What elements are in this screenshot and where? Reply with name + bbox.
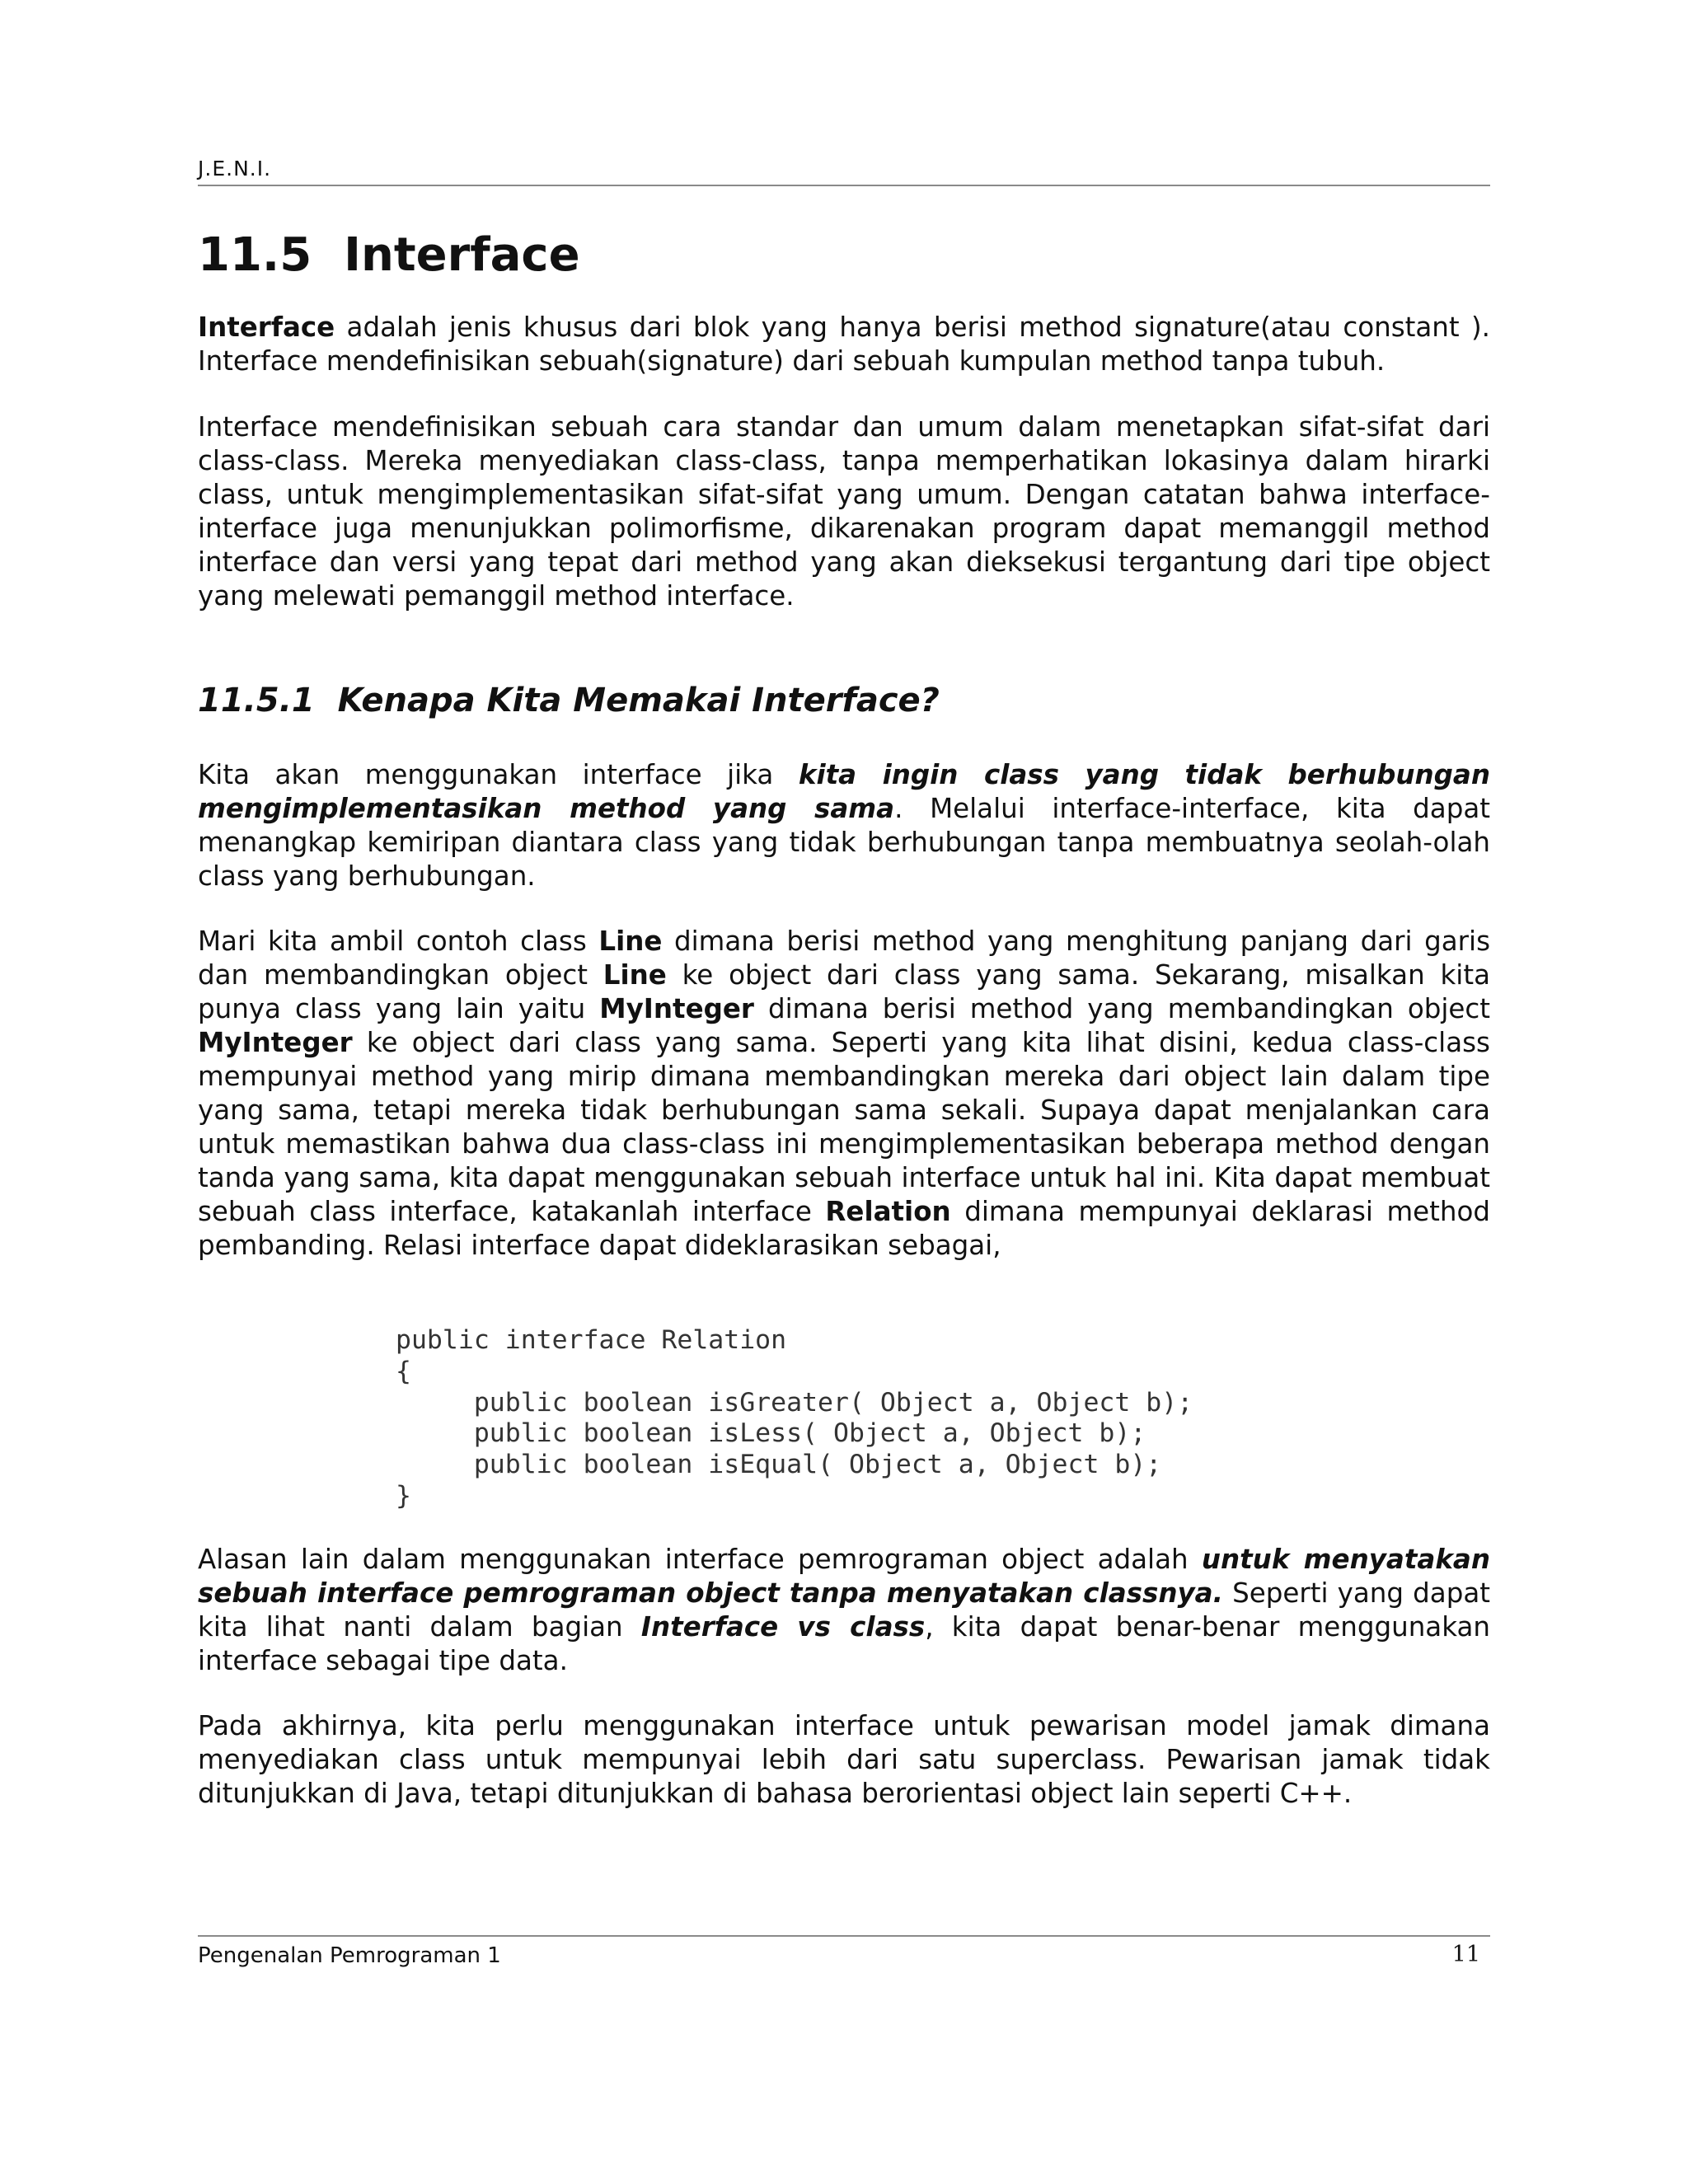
code-line: public boolean isEqual( Object a, Object b); [396, 1450, 1162, 1480]
reason-paragraph [198, 1543, 1490, 1678]
why-text-2: . Melalui interface-interface, kita dapat menangkap kemiripan diantara class yang tidak berhubungan tanpa membuatnya seolah-olah class yang berhubungan. [198, 793, 1490, 892]
intro-text: adalah jenis khusus dari blok yang hanya berisi method signature(atau constant ). Interface mendefinisikan sebuah(signature) dari sebuah kumpulan method tanpa tubuh. [198, 312, 1490, 377]
document-page [198, 0, 1490, 2184]
example-text-5: ke object dari class yang sama. Seperti yang kita lihat disini, kedua class-class mempunyai method yang mirip dimana membandingkan mereka dari object lain dalam tipe yang sama, tetapi mereka tidak berhubungan sama sekali. Supaya dapat menjalankan cara untuk memastikan bahwa dua class-class ini mengimplementasikan beberapa method dengan tanda yang sama, kita dapat menggunakan sebuah interface untuk hal ini. Kita dapat membuat sebuah class interface, katakanlah interface [198, 1027, 1490, 1227]
intro-paragraph [198, 311, 1490, 378]
class-name-line-2: Line [603, 959, 667, 991]
example-text-2: dimana berisi method yang menghitung panjang dari garis dan membandingkan object [198, 926, 1491, 991]
page-number: 11 [1451, 1942, 1480, 1967]
subsection-title: 11.5.1 Kenapa Kita Memakai Interface? [198, 682, 940, 719]
interface-name-relation: Relation [825, 1196, 951, 1227]
code-line: { [396, 1356, 411, 1386]
code-line: public boolean isGreater( Object a, Object b); [396, 1387, 1193, 1418]
reason-text-2: Seperti yang dapat kita lihat nanti dalam bagian [198, 1577, 1490, 1643]
example-text-4: dimana berisi method yang membandingkan object [753, 993, 1491, 1024]
class-name-line-1: Line [598, 926, 663, 957]
running-header: J.E.N.I. [198, 157, 272, 180]
reason-text-1: Alasan lain dalam menggunakan interface pemrograman object adalah [198, 1544, 1202, 1575]
why-paragraph [198, 758, 1490, 893]
class-name-myinteger-1: MyInteger [599, 993, 754, 1024]
code-block [396, 1325, 1193, 1512]
section-title: 11.5 Interface [198, 228, 580, 282]
footer-rule [198, 1935, 1490, 1937]
header-rule [198, 185, 1490, 186]
inheritance-paragraph: Pada akhirnya, kita perlu menggunakan interface untuk pewarisan model jamak dimana menyediakan class untuk mempunyai lebih dari satu superclass. Pewarisan jamak tidak ditunjukkan di Java, tetapi ditunjukkan di bahasa berorientasi object lain seperti C++. [198, 1710, 1490, 1809]
example-paragraph [198, 925, 1490, 1263]
example-text-6: dimana mempunyai deklarasi method pembanding. Relasi interface dapat dideklarasikan sebagai, [198, 1196, 1490, 1261]
example-text-3: ke object dari class yang sama. Sekarang, misalkan kita punya class yang lain yaitu [198, 959, 1490, 1024]
reason-emphasis-2: Interface vs class [640, 1611, 926, 1643]
why-emphasis: kita ingin class yang tidak berhubungan mengimplementasikan method yang sama [198, 759, 1490, 824]
reason-text-3: , kita dapat benar-benar menggunakan interface sebagai tipe data. [198, 1611, 1490, 1676]
example-text-1: Mari kita ambil contoh class [198, 926, 599, 957]
code-line: } [396, 1480, 411, 1511]
code-line: public interface Relation [396, 1325, 787, 1355]
why-text-1: Kita akan menggunakan interface jika [198, 759, 799, 790]
class-name-myinteger-2: MyInteger [198, 1027, 353, 1058]
footer-title: Pengenalan Pemrograman 1 [198, 1943, 501, 1968]
code-line: public boolean isLess( Object a, Object b); [396, 1418, 1146, 1449]
reason-emphasis-1: untuk menyatakan sebuah interface pemrograman object tanpa menyatakan classnya. [198, 1544, 1490, 1609]
definition-paragraph: Interface mendefinisikan sebuah cara standar dan umum dalam menetapkan sifat-sifat dari class-class. Mereka menyediakan class-class, tanpa memperhatikan lokasinya dalam hirarki class, untuk mengimplementasikan sifat-sifat yang umum. Dengan catatan bahwa interface-interface juga menunjukkan polimorfisme, dikarenakan program dapat memanggil method interface dan versi yang tepat dari method yang akan dieksekusi tergantung dari tipe object yang melewati pemanggil method interface. [198, 411, 1490, 612]
intro-bold-term: Interface [198, 312, 335, 343]
